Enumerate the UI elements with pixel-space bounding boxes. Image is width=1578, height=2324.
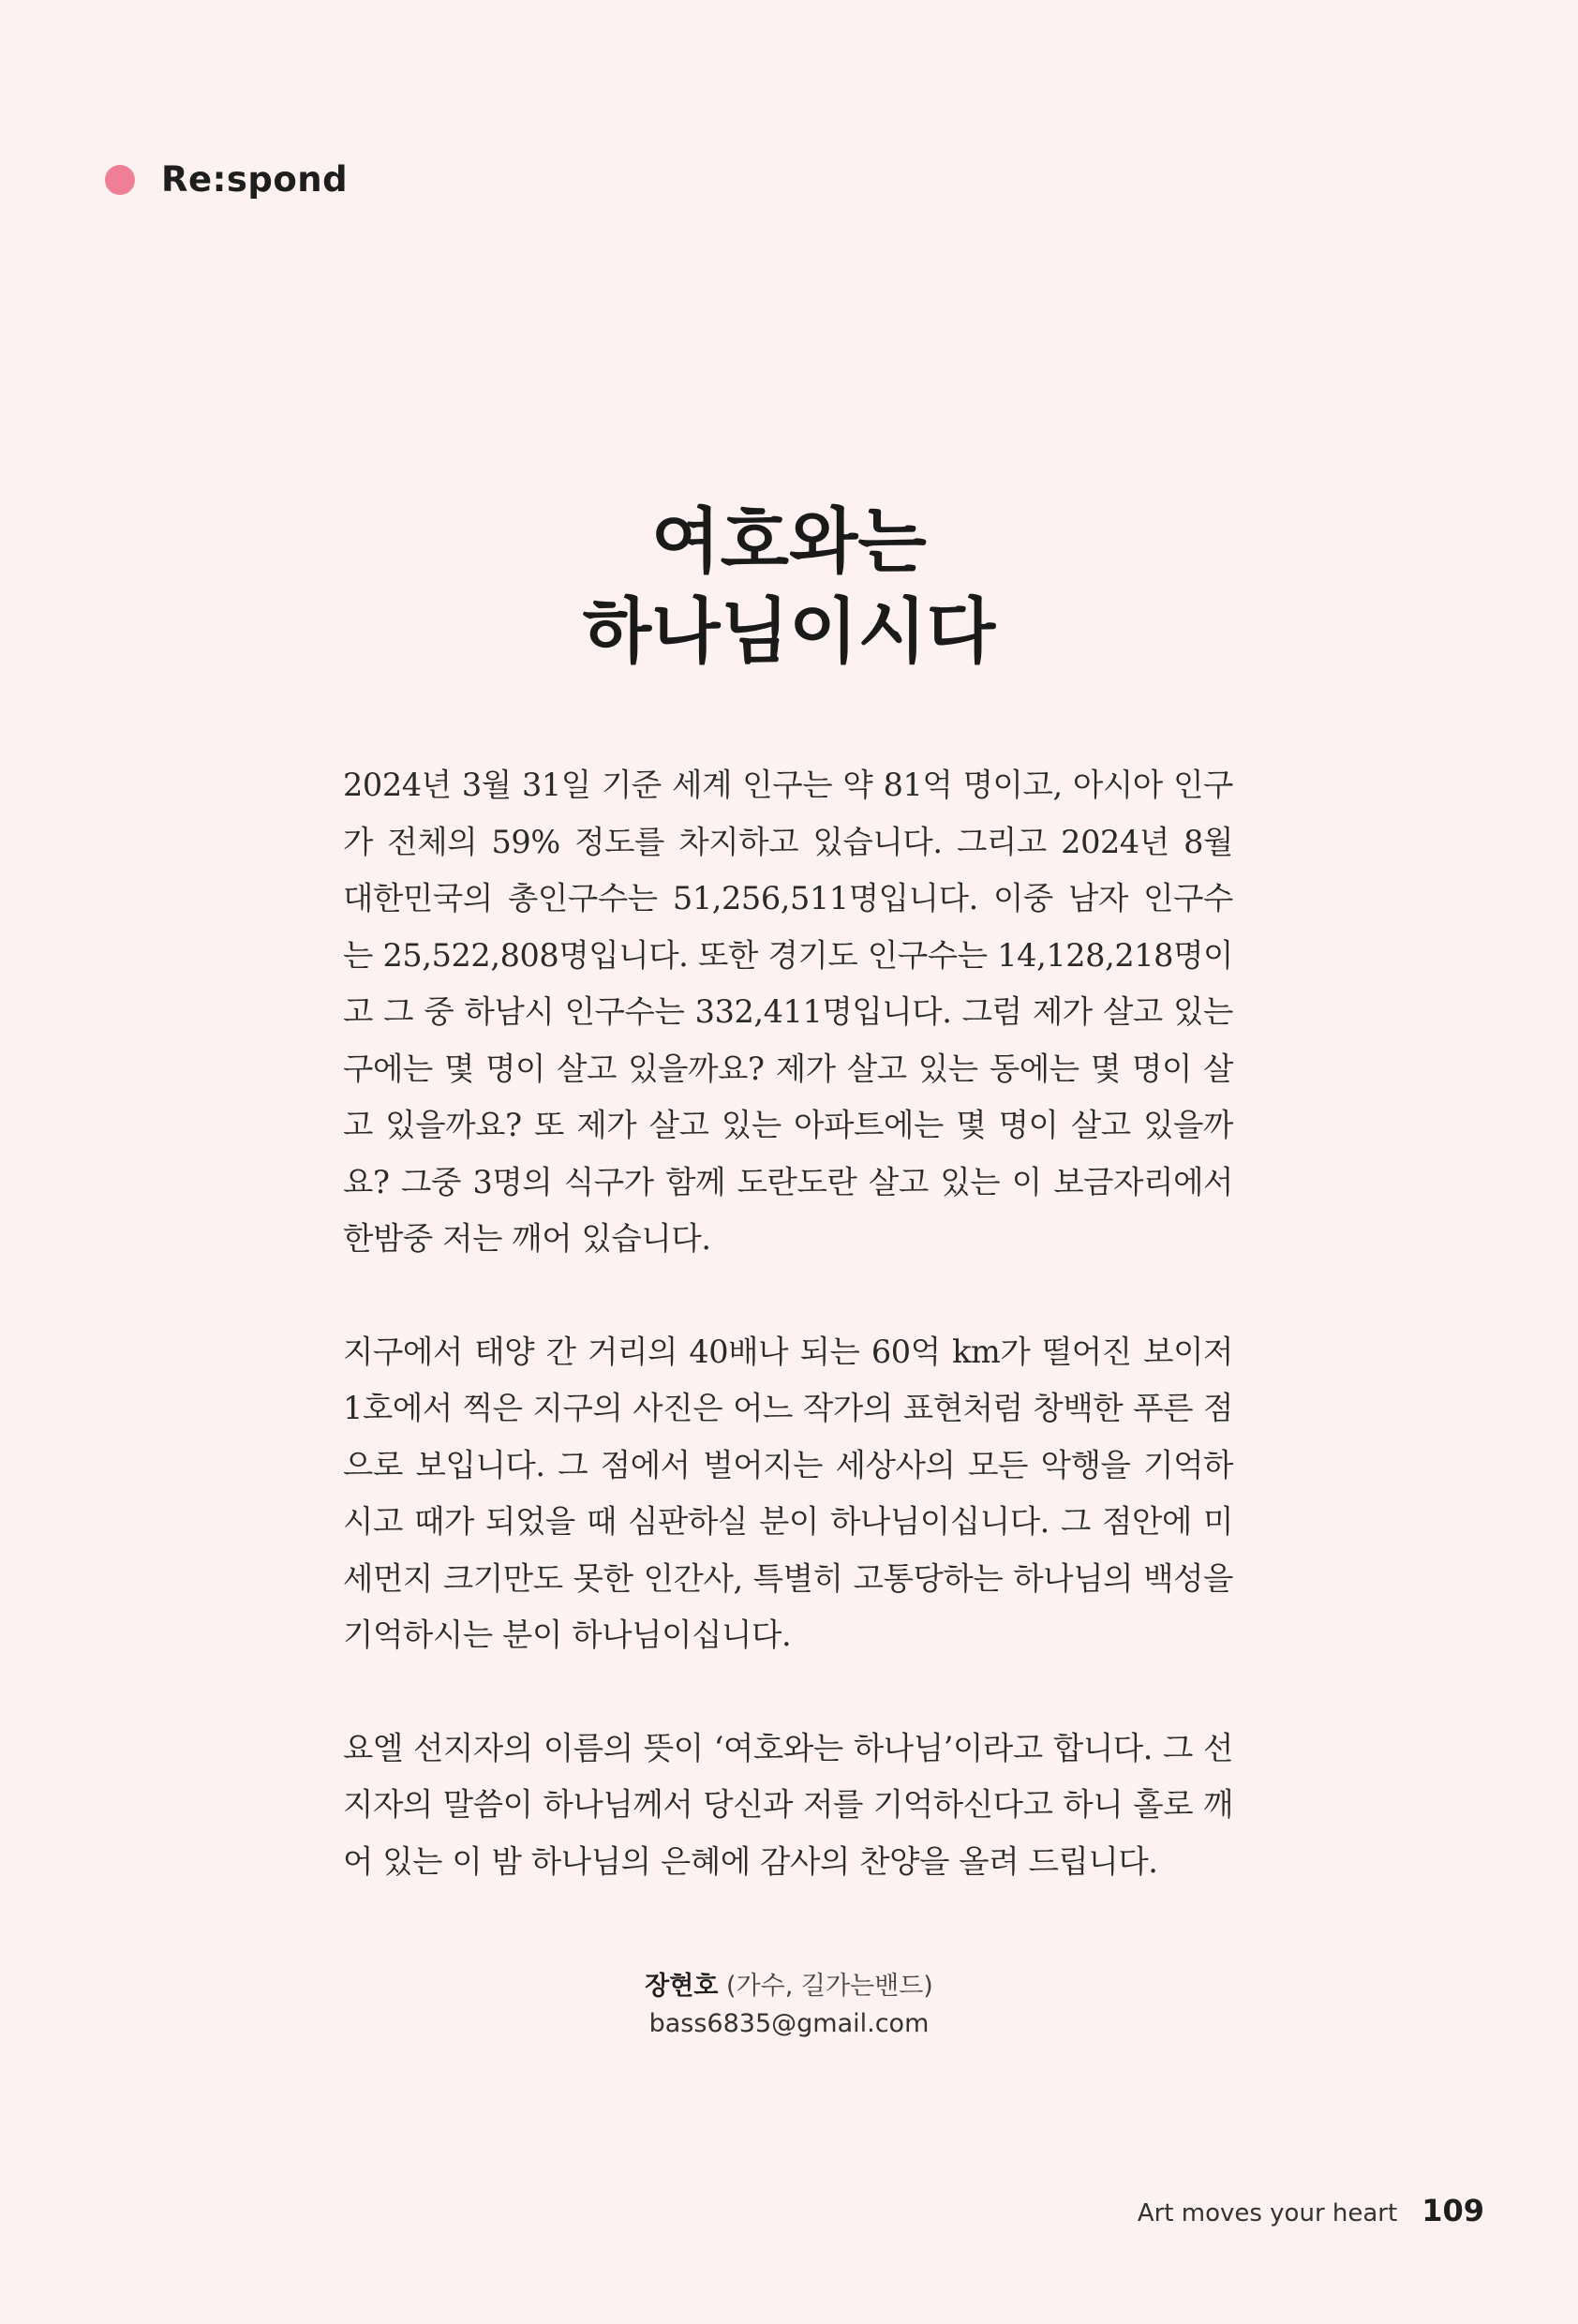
author-email: bass6835@gmail.com bbox=[648, 2009, 930, 2038]
section-label: Re:spond bbox=[161, 159, 349, 200]
author-block bbox=[0, 1968, 1578, 2043]
author-name: 장현호 bbox=[645, 1972, 719, 2001]
author-role: (가수, 길가는밴드) bbox=[726, 1972, 933, 2001]
section-tag bbox=[105, 159, 348, 200]
page-footer bbox=[1138, 2193, 1484, 2228]
article-title bbox=[0, 497, 1578, 677]
author-line bbox=[0, 1968, 1578, 2005]
footer-tagline: Art moves your heart bbox=[1137, 2199, 1398, 2227]
page-number: 109 bbox=[1422, 2193, 1484, 2228]
article-title-line1: 여호와는 bbox=[651, 499, 927, 583]
section-dot-icon bbox=[105, 165, 135, 195]
article-paragraph: 2024년 3월 31일 기준 세계 인구는 약 81억 명이고, 아시아 인구가 전체의 59% 정도를 차지하고 있습니다. 그리고 2024년 8월 대한민국의 총인구수는 51,256,511명입니다. 이중 남자 인구수는 25,522,808명입니다. 또한 경기도 인구수는 14,128,218명이고 그 중 하남시 인구수는 332,411명입니다. 그럼 제가 살고 있는 구에는 몇 명이 살고 있을까요? 제가 살고 있는 동에는 몇 명이 살고 있을까요? 또 제가 살고 있는 아파트에는 몇 명이 살고 있을까요? 그중 3명의 식구가 함께 도란도란 살고 있는 이 보금자리에서 한밤중 저는 깨어 있습니다. bbox=[343, 767, 1233, 1257]
article-paragraph: 요엘 선지자의 이름의 뜻이 ‘여호와는 하나님’이라고 합니다. 그 선지자의 말씀이 하나님께서 당신과 저를 기억하신다고 하니 홀로 깨어 있는 이 밤 하나님의 은혜에 감사의 찬양을 올려 드립니다. bbox=[343, 1729, 1233, 1880]
article-title-line2: 하나님이시다 bbox=[582, 589, 996, 673]
article-paragraph: 지구에서 태양 간 거리의 40배나 되는 60억 km가 떨어진 보이저 1호에서 찍은 지구의 사진은 어느 작가의 표현처럼 창백한 푸른 점으로 보입니다. 그 점에서 벌어지는 세상사의 모든 악행을 기억하시고 때가 되었을 때 심판하실 분이 하나님이십니다. 그 점안에 미세먼지 크기만도 못한 인간사, 특별히 고통당하는 하나님의 백성을 기억하시는 분이 하나님이십니다. bbox=[343, 1333, 1233, 1653]
article-body bbox=[343, 757, 1233, 1890]
